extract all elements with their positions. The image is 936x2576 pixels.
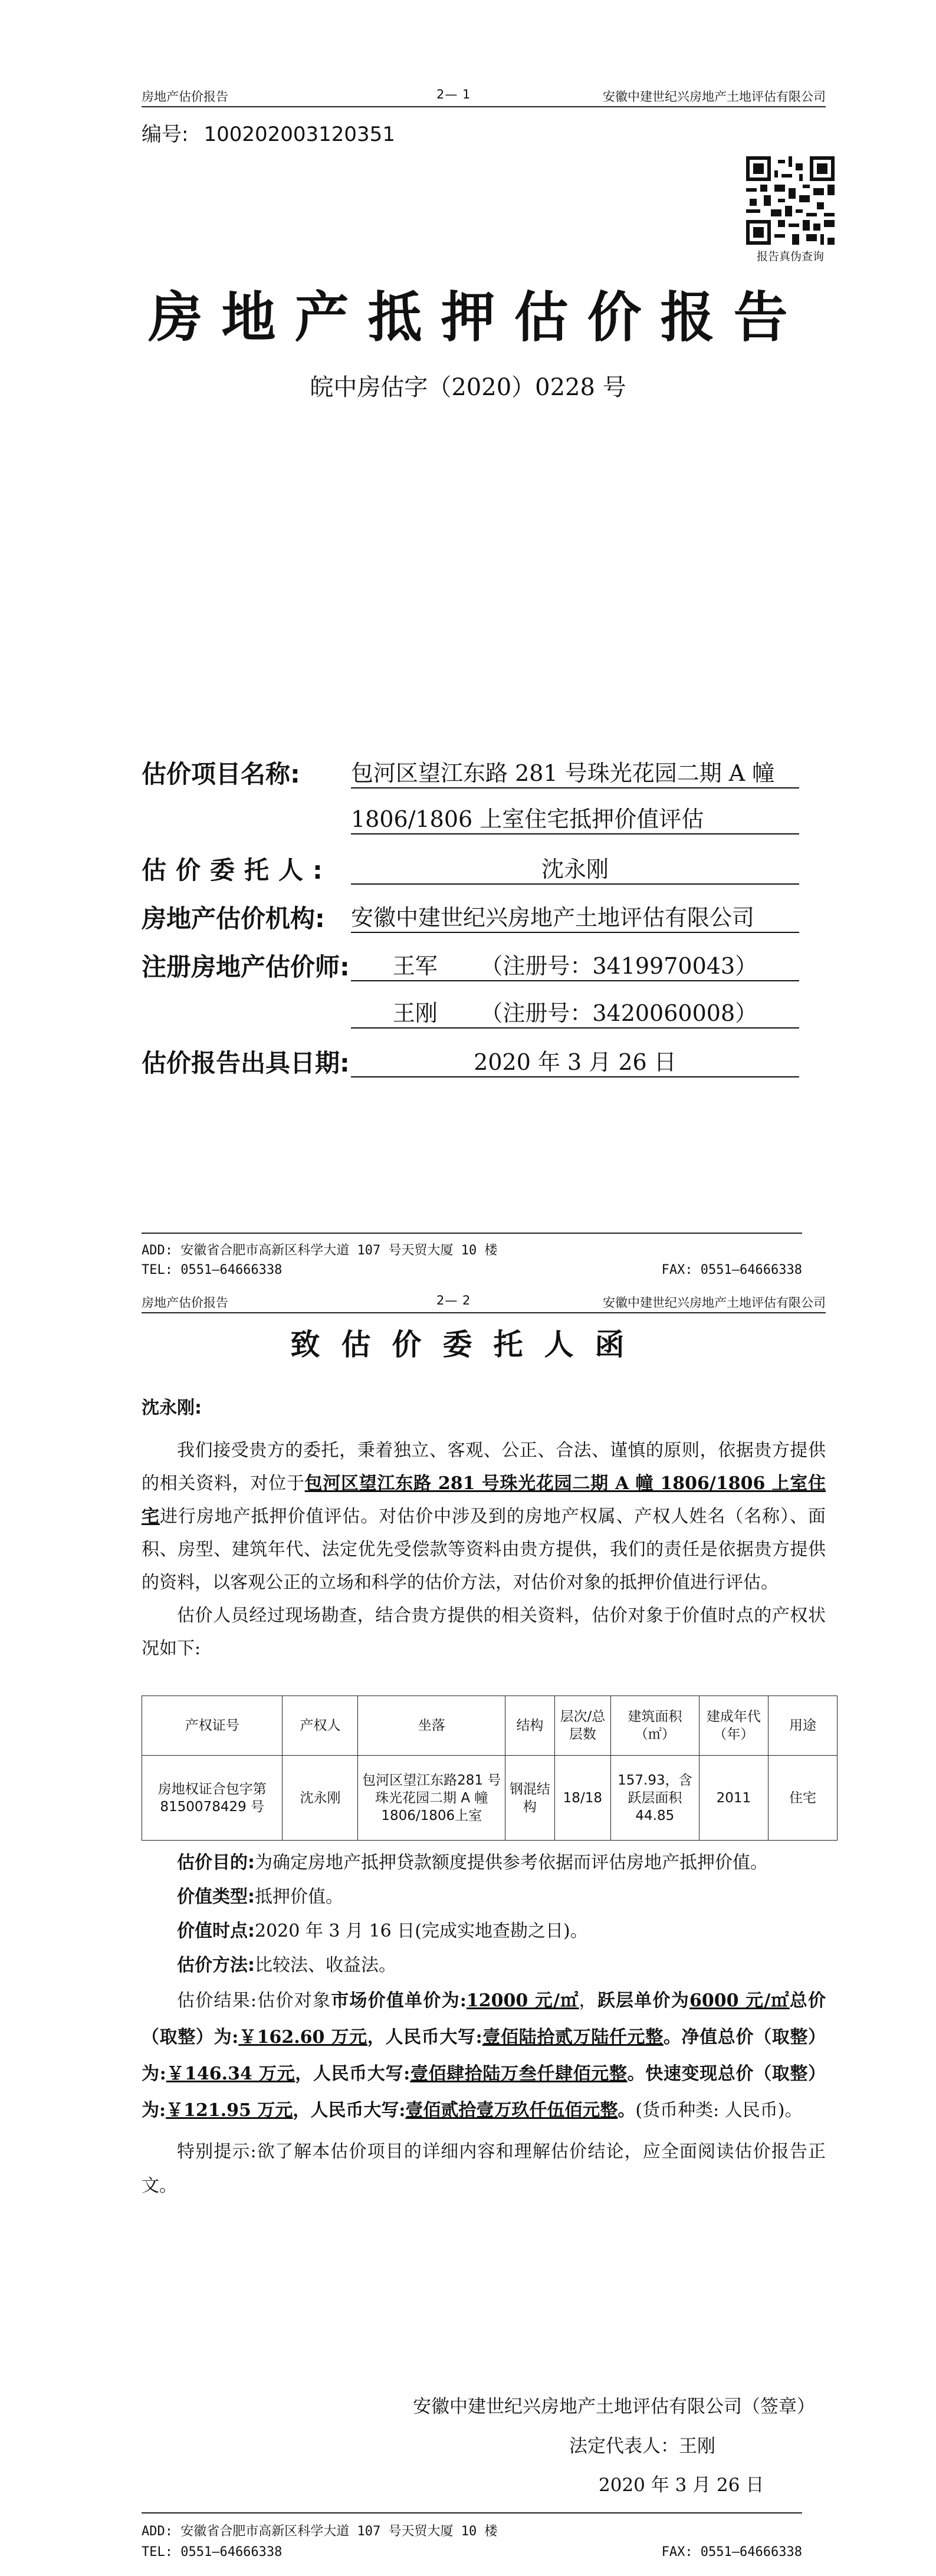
item-value-type <box>142 1880 826 1914</box>
property-table <box>142 1696 838 1841</box>
intro-text-cont: 进行房地产抵押价值评估。对估价中涉及到的房地产权属、产权人姓名（名称）、面积、房型、建筑年代、法定优先受偿款等资料由贵方提供，我们的责任是依据贵方提供的资料，以客观公正的立场和科学的估价方法，对估价对象的抵押价值进行评估。 <box>142 1506 826 1593</box>
item-value: 抵押价值。 <box>255 1887 343 1907</box>
header-left: 房地产估价报告 <box>142 1296 228 1310</box>
table-header-cell: 产权人 <box>283 1696 358 1756</box>
quick-price: ￥121.95 万元 <box>166 2100 293 2121</box>
table-cell: 房地权证合包字第8150078429 号 <box>142 1756 283 1841</box>
field-label: 估价项目名称: <box>142 760 300 788</box>
table-cell: 18/18 <box>554 1756 610 1841</box>
field-label: 估价委托人: <box>142 856 332 885</box>
table-header-row <box>142 1696 838 1756</box>
result-text: 总价（取整）为: <box>142 1990 826 2048</box>
footer-fax: FAX: 0551—64666338 <box>661 2545 802 2559</box>
qr-code-icon[interactable] <box>746 156 835 245</box>
total-price: ￥162.60 万元 <box>238 2027 367 2048</box>
letter-body-items <box>142 1846 826 2203</box>
result-text: ，人民币大写: <box>295 2064 410 2084</box>
field-value: 沈永刚 <box>351 851 799 885</box>
field-label: 注册房地产估价师: <box>142 952 350 981</box>
serial-number <box>142 118 395 147</box>
result-text: 。净值总价（取整）为: <box>142 2027 826 2084</box>
footer-tel: TEL: 0551—64666338 <box>142 1263 283 1277</box>
table-cell: 钢混结构 <box>505 1756 554 1841</box>
result-text: 估价对象 <box>257 1990 331 2011</box>
footer-tel: TEL: 0551—64666338 <box>142 2545 283 2559</box>
field-value: 王刚 （注册号：3420060008） <box>351 995 799 1029</box>
field-value: 1806/1806 上室住宅抵押价值评估 <box>351 801 799 834</box>
footer-divider <box>142 2512 802 2513</box>
item-method <box>142 1949 826 1983</box>
table-header-cell: 用途 <box>768 1696 837 1756</box>
field-label: 房地产估价机构: <box>142 904 325 933</box>
company-signature: 安徽中建世纪兴房地产土地评估有限公司（签章） <box>413 2396 815 2417</box>
salutation: 沈永刚: <box>142 1398 202 1418</box>
header-left: 房地产估价报告 <box>142 90 228 104</box>
item-result <box>142 1983 826 2129</box>
table-header-cell: 层次/总层数 <box>554 1696 610 1756</box>
report-title: 房地产抵押估价报告 <box>148 285 807 349</box>
result-text: 。 <box>618 2100 636 2121</box>
net-price: ￥146.34 万元 <box>166 2064 295 2084</box>
header-company: 安徽中建世纪兴房地产土地评估有限公司 <box>603 90 826 104</box>
item-purpose <box>142 1846 826 1880</box>
item-value: 为确定房地产抵押贷款额度提供参考依据而评估房地产抵押价值。 <box>255 1852 768 1873</box>
field-value: 安徽中建世纪兴房地产土地评估有限公司 <box>351 899 799 933</box>
table-row <box>142 1756 838 1841</box>
intro-text: 我们接受贵方的委托，秉着独立、客观、公正、合法、谨慎的原则，依据贵方提供的相关资料，对位于 <box>142 1440 826 1494</box>
footer-contact <box>142 2545 802 2559</box>
footer-contact <box>142 1263 802 1277</box>
result-text: 市场价值单价为: <box>331 1990 467 2011</box>
header-page-number: 2— 1 <box>436 87 471 101</box>
letter-title: 致估价委托人函 <box>290 1327 646 1362</box>
item-label: 价值时点: <box>177 1921 255 1941</box>
field-value: 王军 （注册号：3419970043） <box>351 948 799 981</box>
table-cell: 157.93，含跃层面积 44.85 <box>610 1756 699 1841</box>
page-header <box>142 1289 826 1313</box>
serial-label: 编号: <box>142 123 189 146</box>
letter-body-top <box>142 1392 826 1665</box>
field-value: 包河区望江东路 281 号珠光花园二期 A 幢 <box>351 755 799 788</box>
quick-price-cn: 壹佰贰拾壹万玖仟伍佰元整 <box>405 2100 618 2121</box>
result-text: ，人民币大写: <box>293 2100 406 2121</box>
jump-floor-price: 6000 元/㎡ <box>689 1990 790 2011</box>
field-value: 2020 年 3 月 26 日 <box>351 1044 799 1077</box>
field-label: 估价报告出具日期: <box>142 1049 350 1077</box>
item-value: 比较法、收益法。 <box>255 1955 396 1976</box>
result-text: 。快速变现总价（取整）为: <box>142 2064 826 2121</box>
item-value-date <box>142 1914 826 1949</box>
document-number: 皖中房估字（2020）0228 号 <box>310 374 626 401</box>
unit-price: 12000 元/㎡ <box>466 1990 579 2011</box>
net-price-cn: 壹佰肆拾陆万叁仟肆佰元整 <box>410 2064 628 2084</box>
qr-caption: 报告真伪查询 <box>756 250 824 263</box>
table-cell: 沈永刚 <box>283 1756 358 1841</box>
result-text: ， <box>579 1990 597 2011</box>
result-text: ，人民币大写: <box>367 2027 482 2048</box>
serial-value: 100202003120351 <box>203 123 395 146</box>
letter-date: 2020 年 3 月 26 日 <box>599 2475 764 2496</box>
table-cell: 2011 <box>699 1756 768 1841</box>
table-header-cell: 建筑面积（㎡） <box>610 1696 699 1756</box>
item-label: 估价方法: <box>177 1955 255 1976</box>
table-header-cell: 结构 <box>505 1696 554 1756</box>
currency-note: (货币种类: 人民币)。 <box>635 2100 803 2121</box>
header-page-number: 2— 2 <box>436 1293 471 1307</box>
letter-page <box>0 1289 936 2576</box>
table-header-cell: 坐落 <box>358 1696 505 1756</box>
item-label: 价值类型: <box>177 1887 255 1907</box>
paragraph-intro <box>142 1434 826 1599</box>
item-special-note <box>142 2135 826 2203</box>
footer-address: ADD: 安徽省合肥市高新区科学大道 107 号天贸大厦 10 楼 <box>142 1243 498 1258</box>
paragraph-status: 估价人员经过现场勘查，结合贵方提供的相关资料，估价对象于价值时点的产权状况如下: <box>142 1605 826 1659</box>
table-header-cell: 建成年代（年） <box>699 1696 768 1756</box>
page-header <box>142 83 826 107</box>
item-value: 2020 年 3 月 16 日(完成实地查勘之日)。 <box>255 1921 588 1941</box>
table-cell: 住宅 <box>768 1756 837 1841</box>
table-cell: 包河区望江东路281 号珠光花园二期 A 幢 1806/1806上室 <box>358 1756 505 1841</box>
property-address: 包河区望江东路 281 号珠光花园二期 A 幢 1806/1806 上室住宅 <box>142 1473 826 1527</box>
footer-divider <box>142 1233 802 1234</box>
result-text: 跃层单价为 <box>597 1990 689 2011</box>
legal-representative: 法定代表人：王刚 <box>569 2436 715 2457</box>
footer-address: ADD: 安徽省合肥市高新区科学大道 107 号天贸大厦 10 楼 <box>142 2524 498 2539</box>
table-header-cell: 产权证号 <box>142 1696 283 1756</box>
special-value: 欲了解本估价项目的详细内容和理解估价结论，应全面阅读估价报告正文。 <box>142 2141 826 2196</box>
footer-fax: FAX: 0551—64666338 <box>661 1263 802 1277</box>
special-label: 特别提示: <box>177 2141 257 2162</box>
result-label: 估价结果: <box>177 1990 257 2011</box>
header-company: 安徽中建世纪兴房地产土地评估有限公司 <box>603 1296 826 1310</box>
total-price-cn: 壹佰陆拾贰万陆仟元整 <box>482 2027 664 2048</box>
item-label: 估价目的: <box>177 1852 255 1873</box>
